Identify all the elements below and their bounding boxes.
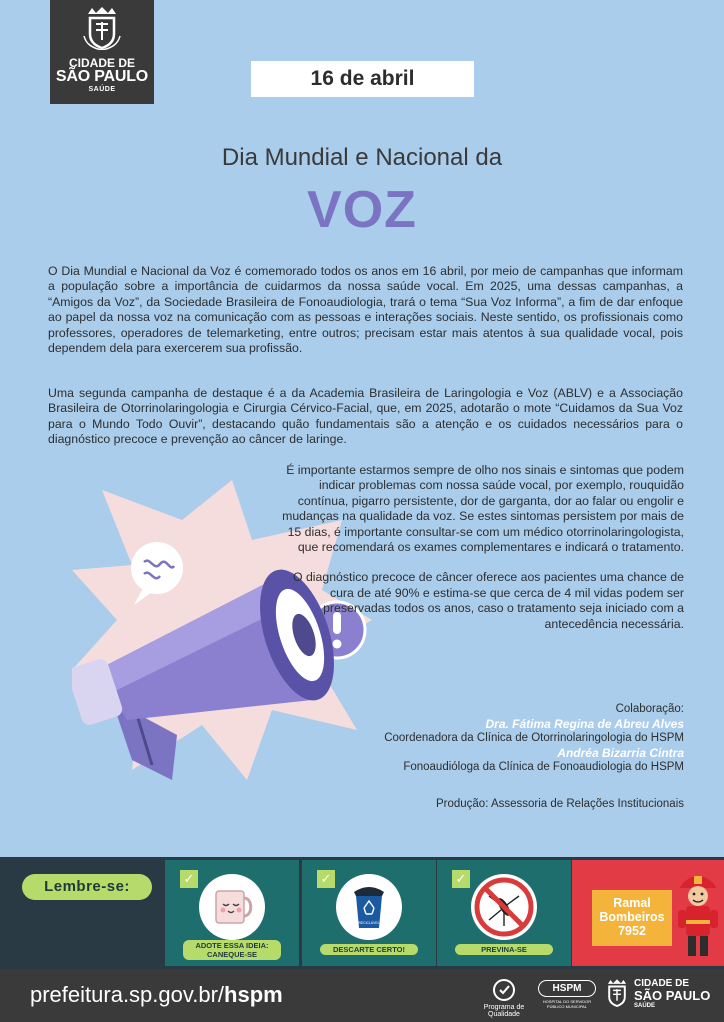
card-circle — [471, 874, 537, 940]
ramal-line1: Ramal — [613, 896, 651, 910]
reminder-pill: Lembre-se: — [22, 874, 152, 900]
credit-role-2: Fonoaudióloga da Clínica de Fonoaudiologia do HSPM — [403, 761, 684, 773]
symptoms-text — [270, 463, 684, 647]
programa-qualidade-logo — [478, 978, 530, 1018]
card-label: PREVINA-SE — [455, 944, 553, 955]
check-icon: ✓ — [317, 870, 335, 888]
hspm-subtext: HOSPITAL DO SERVIDOR PÚBLICO MUNICIPAL — [542, 999, 592, 1009]
credit-name-1: Dra. Fátima Regina de Abreu Alves — [485, 716, 684, 731]
firefighter-card — [572, 860, 724, 966]
quality-program-icon — [492, 978, 516, 1002]
website-link[interactable] — [30, 982, 283, 1008]
credits-label: Colaboração: — [615, 703, 684, 715]
date-label: 16 de abril — [251, 61, 474, 97]
cidade-sao-paulo-logo — [50, 0, 154, 104]
recycle-bin-icon — [336, 874, 402, 940]
website-suffix: hspm — [224, 982, 283, 1007]
logo-line1: CIDADE DE — [634, 978, 690, 989]
cidade-sao-paulo-logo-bottom — [604, 976, 711, 1015]
reminder-card-mosquito — [437, 860, 571, 966]
card-circle — [336, 874, 402, 940]
quality-program-text: Programa de Qualidade — [483, 1004, 525, 1018]
firefighter-icon — [676, 870, 720, 962]
mug-icon — [199, 874, 265, 940]
logo-line3: SAÚDE — [634, 1003, 656, 1009]
ramal-line3: 7952 — [618, 924, 646, 938]
campaign-paragraph: Uma segunda campanha de destaque é a da Academia Brasileira de Laringologia e Voz (ABLV) e a Associação Brasileira de Otorrinolaringologia e Cirurgia Cérvico-Facial, que, em 2025, adotarão o mote “Cuidamos da Sua Voz para o Mundo Todo Ouvir”, destacando quão fundamentais são a atenção e os cuidados necessários para o diagnóstico precoce e prevenção ao câncer de laringe. — [48, 386, 683, 447]
hspm-text: HSPM — [538, 980, 596, 997]
coat-of-arms-icon — [604, 976, 630, 1010]
credit-name-2: Andréa Bizarria Cintra — [557, 745, 684, 760]
bin-text: RECICLÁVEL — [358, 921, 380, 925]
page-title: VOZ — [307, 181, 417, 239]
card-label: DESCARTE CERTO! — [320, 944, 418, 955]
logo-line2: SÃO PAULO — [634, 988, 711, 1003]
credits — [384, 702, 684, 811]
check-icon: ✓ — [452, 870, 470, 888]
card-label: ADOTE ESSA IDEIA: CANEQUE-SE — [183, 940, 281, 960]
symptoms-paragraph: É importante estarmos sempre de olho nos sinais e sintomas que podem indicar problemas com nossa saúde vocal, por exemplo, rouquidão contínua, pigarro persistente, dor de garganta, dor ao falar ou engolir e mudanças na qualidade da voz. Se estes sintomas persistem por mais de 15 dias, é importante consultar-se com um médico otorrinolaringologista, que recomendará os exames complementares e indicará o tratamento. — [282, 463, 684, 555]
diagnosis-paragraph: O diagnóstico precoce de câncer oferece aos pacientes uma chance de cura de até 90% e estima-se que cerca de 4 mil vidas podem ser preservadas todos os anos, caso o tratamento seja iniciado com a antecedência necessária. — [292, 570, 684, 631]
check-icon: ✓ — [180, 870, 198, 888]
page-subtitle: Dia Mundial e Nacional da — [221, 144, 503, 171]
website-prefix: prefeitura.sp.gov.br/ — [30, 982, 225, 1007]
ramal-box — [592, 890, 672, 946]
credit-role-1: Coordenadora da Clínica de Otorrinolaringologia do HSPM — [384, 732, 684, 744]
logo-line1: CIDADE DE — [68, 56, 135, 70]
card-circle — [199, 874, 265, 940]
production-credit: Produção: Assessoria de Relações Institucionais — [435, 797, 684, 810]
coat-of-arms-icon — [82, 6, 122, 50]
reminder-card-recycle — [302, 860, 436, 966]
no-mosquito-icon — [471, 874, 537, 940]
intro-paragraph: O Dia Mundial e Nacional da Voz é comemorado todos os anos em 16 abril, por meio de campanhas que informam a população sobre a importância de cuidarmos da nossa saúde vocal. Em 2025, uma dessas campanhas, a “Amigos da Voz”, da Sociedade Brasileira de Fonoaudiologia, trará o tema “Sua Voz Informa”, a fim de dar enfoque ao papel da nossa voz na comunicação com as pessoas e interações sociais. Neste sentido, os profissionais como professores, operadores de telemarketing, entre outros; precisam estar mais atentos à sua qualidade vocal, pois dependem dela para exercerem sua profissão. — [48, 264, 683, 356]
ramal-line2: Bombeiros — [599, 910, 665, 924]
reminder-card-mug — [165, 860, 299, 966]
logo-line3: SAÚDE — [88, 86, 116, 93]
logo-line2: SÃO PAULO — [55, 68, 149, 85]
hspm-logo — [538, 978, 596, 1009]
